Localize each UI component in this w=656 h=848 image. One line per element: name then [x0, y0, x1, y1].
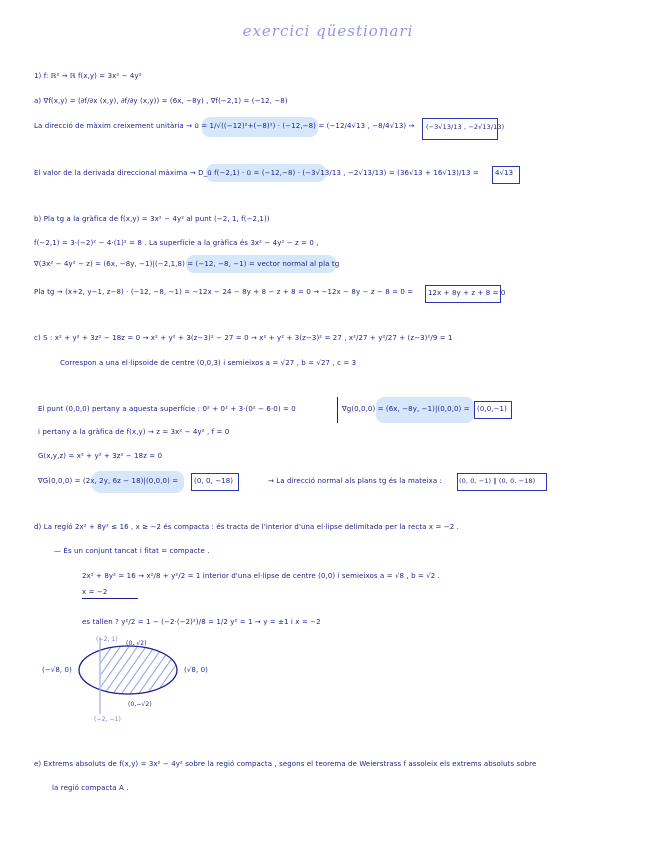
part-d-line: — És un conjunt tancat i fitat = compacte .: [54, 547, 210, 555]
part-c-line: G(x,y,z) = x² + y² + 3z² − 18z = 0: [38, 452, 163, 460]
part-c-line: El punt (0,0,0) pertany a aquesta superfície : 0² + 0² + 3·(0² − 6·0) = 0: [38, 405, 296, 413]
part-d-line: x = −2: [82, 588, 108, 596]
point-label: (−2, −1): [94, 716, 121, 723]
part-c-line: ∇G(0,0,0) = (2x, 2y, 6z − 18)|(0,0,0) =: [38, 477, 179, 485]
part-c-line: Correspon a una el·lipsoide de centre (0,0,3) i semieixos a = √27 , b = √27 , c = 3: [60, 359, 357, 367]
shaded-region: [101, 644, 181, 696]
answer-text: (0, 0, −18): [194, 477, 234, 485]
part-d-line: 2x² + 8y² = 16 → x²/8 + y²/2 = 1 interior d'una el·lipse de centre (0,0) i semieixos a = √8 , b = √2 .: [82, 572, 440, 580]
part-b-line: ∇(3x² − 4y² − z) = (6x, −8y, −1)|(−2,1,8) = (−12, −8, −1) = vector normal al pla tg: [34, 260, 340, 268]
answer-text: (−3√13/13 , −2√13/13): [426, 123, 505, 131]
point-label: (√8, 0): [184, 666, 208, 674]
part-d-line: es tallen ? y²/2 = 1 − (−2·(−2)²)/8 = 1/2 y² = 1 → y = ±1 i x = −2: [82, 618, 321, 626]
part-c-line: i pertany a la gràfica de f(x,y) → z = 3x² − 4y² , f = 0: [38, 428, 230, 436]
answer-text: (0,0,−1): [477, 405, 507, 413]
answer-text: 12x + 8y + z + 8 = 0: [428, 289, 506, 297]
point-label: (−2, 1): [96, 636, 118, 643]
page-title: exercici qüestionari: [242, 22, 414, 40]
point-label: (−√8, 0): [42, 666, 72, 674]
part-c-heading: c) S : x² + y² + 3z² − 18z = 0 → x² + y² + 3(z−3)² − 27 = 0 → x² + y² + 3(z−3)² = 27 , x²/27 + y²/27 + (z−3)²/9 = 1: [34, 334, 453, 342]
part-b-heading: b) Pla tg a la gràfica de f(x,y) = 3x² − 4y² al punt (−2, 1, f(−2,1)): [34, 215, 270, 223]
point-label: (0,−√2): [128, 701, 152, 708]
directional-derivative-line: El valor de la derivada direccional màxima → D_ū f(−2,1) · ū = (−12,−8) · (−3√13/13 , −2√13/13) = (36√13 + 16√13)/13 =: [34, 169, 479, 177]
tangent-plane-line: Pla tg → (x+2, y−1, z−8) · (−12, −8, −1) = −12x − 24 − 8y + 8 − z + 8 = 0 → −12x − 8y − z − 8 = 0 =: [34, 288, 414, 296]
gradient-line: a) ∇f(x,y) = (∂f/∂x (x,y), ∂f/∂y (x,y)) = (6x, −8y) , ∇f(−2,1) = (−12, −8): [34, 97, 288, 105]
part-c-line: ∇g(0,0,0) = (6x, −8y, −1)|(0,0,0) =: [342, 405, 470, 413]
problem-statement: 1) f: ℝ² → ℝ f(x,y) = 3x² − 4y²: [34, 72, 142, 80]
max-direction-line: La direcció de màxim creixement unitària → ū = 1/√((−12)²+(−8)²) · (−12,−8) = (−12/4√13 , −8/4√13) →: [34, 122, 415, 130]
answer-text: (0, 0, −1) ∥ (0, 0, −18): [459, 477, 536, 485]
part-d-heading: d) La regió 2x² + 8y² ≤ 16 , x ≥ −2 és compacta : és tracta de l'interior d'una el·lipse delimitada per la recta x = −2 .: [34, 523, 459, 531]
part-e-heading: e) Extrems absoluts de f(x,y) = 3x² − 4y² sobre la regió compacta , segons el teorema de Weierstrass f assoleix els extrems absoluts sobre: [34, 760, 537, 768]
point-label: (0, √2): [126, 640, 147, 647]
part-b-line: f(−2,1) = 3·(−2)² − 4·(1)² = 8 . La superfície a la gràfica és 3x² − 4y² − z = 0 ,: [34, 239, 319, 247]
answer-text: 4√13: [495, 169, 514, 177]
part-c-line: → La direcció normal als plans tg és la mateixa :: [268, 477, 442, 485]
part-e-line: la regió compacta A .: [52, 784, 129, 792]
